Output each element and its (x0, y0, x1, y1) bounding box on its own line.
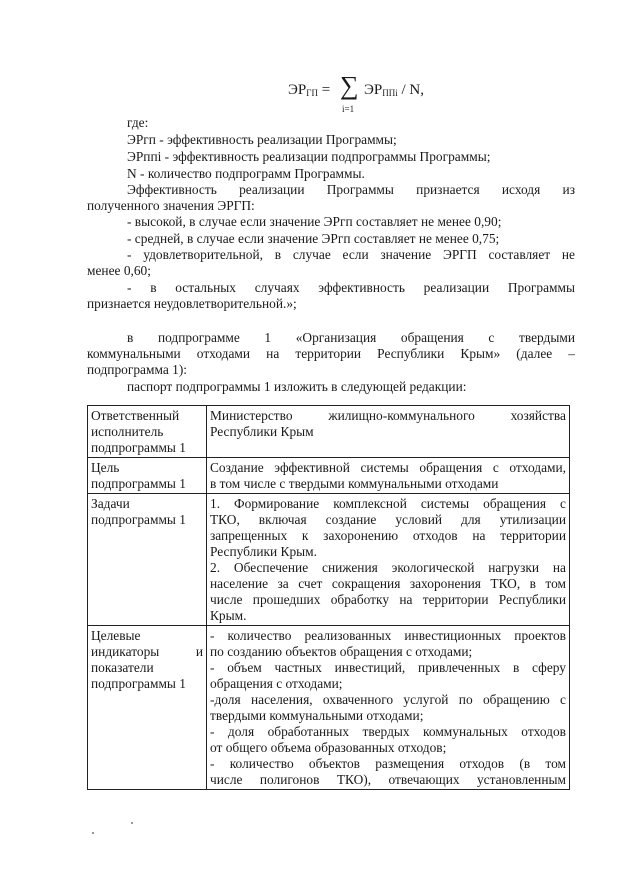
effectiveness-intro-line1: Эффективность реализации Программы признается исходя из (127, 182, 575, 197)
definition-ergp: ЭРгп - эффективность реализации Программы; (127, 132, 397, 147)
where-label: где: (127, 115, 149, 130)
subprogram-line1: в подпрограмме 1 «Организация обращения с твердыми (127, 330, 575, 345)
effectiveness-formula (288, 71, 488, 118)
table-row (88, 494, 570, 626)
row-value-cell: Министерство жилищно-коммунального хозяйства Республики Крым (207, 406, 570, 458)
subprogram-line3: подпрограмма 1): (87, 362, 187, 377)
sum-lower-limit: i=1 (342, 104, 355, 114)
row-label-cell: Цель подпрограммы 1 (88, 458, 207, 494)
scan-speck (131, 822, 133, 824)
formula-lhs: $ЭР_{ГП}$ = (288, 82, 331, 98)
subprogram-line2: коммунальными отходами на территории Республики Крым» (далее – (87, 346, 575, 361)
row-label-cell: Ответственный исполнитель подпрограммы 1 (88, 406, 207, 458)
row-value-cell: - количество реализованных инвестиционных проектов по созданию объектов обращения с отходами; - объем частных инвестиций, привлеченных в сферу обращения с отходами; -доля населения, охваченного услугой по обращению с твердыми коммунальными отходами; - доля обработанных твердых коммунальных отходов от общего объема образованных отходов; - количество объектов размещения отходов (в том числе полигонов ТКО), отвечающих установленным (207, 626, 570, 790)
table-row (88, 406, 570, 458)
subprogram-passport-table (87, 405, 570, 790)
criterion-satisfactory-line2: менее 0,60; (87, 263, 151, 278)
row-value-cell: Создание эффективной системы обращения с отходами, в том числе с твердыми коммунальными отходами (207, 458, 570, 494)
effectiveness-intro-line2: полученного значения ЭРГП: (87, 198, 255, 213)
row-label-cell: Задачи подпрограммы 1 (88, 494, 207, 626)
criterion-other-line2: признается неудовлетворительной.»; (87, 296, 297, 311)
scan-speck (92, 832, 94, 834)
sum-sign: ∑ (340, 71, 359, 100)
criterion-high: - высокой, в случае если значение ЭРгп составляет не менее 0,90; (127, 214, 502, 229)
definition-n: N - количество подпрограмм Программы. (127, 166, 365, 181)
criterion-other-line1: - в остальных случаях эффективность реализации Программы (127, 280, 575, 295)
table-row (88, 458, 570, 494)
passport-intro: паспорт подпрограммы 1 изложить в следующей редакции: (127, 379, 467, 394)
definition-erppi: ЭРппi - эффективность реализации подпрограммы Программы; (127, 149, 491, 164)
criterion-medium: - средней, в случае если значение ЭРгп составляет не менее 0,75; (127, 231, 500, 246)
criterion-satisfactory-line1: - удовлетворительной, в случае если значение ЭРГП составляет не (127, 247, 575, 262)
table-row (88, 626, 570, 790)
row-value-cell: 1. Формирование комплексной системы обращения с ТКО, включая создание условий для утилизации запрещенных к захоронению отходов на территории Республики Крым. 2. Обеспечение снижения экологической нагрузки на население за счет сокращения захоронения ТКО, в том числе прошедших обработку на территории Республики Крым. (207, 494, 570, 626)
row-label-cell: Целевые индикаторы и показатели подпрограммы 1 (88, 626, 207, 790)
formula-rhs: $ЭР_{ППi}$ / N, (364, 82, 424, 98)
